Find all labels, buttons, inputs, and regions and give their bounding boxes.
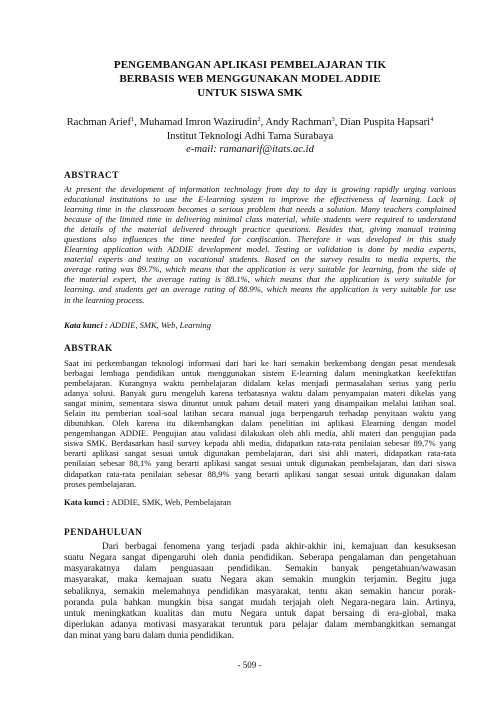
abstract-id-line: berbagai lembaga pendidikan untuk menggunakan sistem E-learning dalam meningkatkan keefektifan xyxy=(64,368,456,379)
title-line-1: PENGEMBANGAN APLIKASI PEMBELAJARAN TIK xyxy=(113,59,387,71)
abstract-en-line: in the learning process. xyxy=(64,294,145,305)
author-name: Andy Rachman xyxy=(265,117,332,128)
intro-line: untuk meningkatkan kualitas dan mutu Negara untuk dapat bersaing di era-global, maka xyxy=(64,608,456,619)
abstract-id-line: berarti aplikasi sangat sesuai untuk digunakan pembelajaran, dari sisi ahli materi, didapatkan rata-rata xyxy=(64,448,456,459)
abstract-en-line: educational institutions to use the E-learning system to improve the effectiveness of learning. Lack of xyxy=(64,194,456,205)
abstract-en-line: questions also influences the time needed for confiscation. Therefore it was developed in this study xyxy=(64,234,456,245)
abstract-id-line: Selain itu pemberian soal-soal latihan secara manual juga berpengaruh terhadap penyitaan waktu yang xyxy=(64,408,456,419)
abstract-en-heading: ABSTRACT xyxy=(64,171,120,181)
abstract-en-line: learning. and students get an average rating of 88.9%, which means the application is very suitable for use xyxy=(64,284,456,295)
intro-heading: PENDAHULUAN xyxy=(64,528,143,538)
keywords-id xyxy=(64,497,231,507)
abstract-id-line: penilaian sebesar 88,1% yang berarti aplikasi sangat sesuai untuk digunakan pembelajaran, dan dari siswa xyxy=(64,458,456,469)
affiliation: Institut Teknologi Adhi Tama Surabaya xyxy=(166,131,334,142)
intro-line: sebaliknya, semakin melemahnya pendidikan masyarakat, tentu akan semakin hancur porak- xyxy=(64,586,456,597)
abstract-id-line: adanya solusi. Banyak guru mengeluh karena terbatasnya waktu dalam penyampaian materi dikelas yang xyxy=(64,388,456,399)
abstract-id-line: proses pembelajaran. xyxy=(64,478,137,489)
abstract-en-line: At present the development of information technology from day to day is growing rapidly urging various xyxy=(64,184,456,194)
author-affil-mark: 1 xyxy=(131,116,135,123)
intro-line: masyarakat, maka kemajuan suatu Negara akan semakin mungkin terjamin. Begitu juga xyxy=(64,575,456,586)
keywords-id-value: ADDIE, SMK, Web, Pembelajaran xyxy=(111,497,232,507)
title-line-3: UNTUK SISWA SMK xyxy=(197,87,303,99)
abstract-en-body xyxy=(64,184,456,305)
title-line-2: BERBASIS WEB MENGGUNAKAN MODEL ADDIE xyxy=(119,73,381,85)
intro-line: Dari berbagai fenomena yang terjadi pada akhir-akhir ini, kemajuan dan kesuksesan xyxy=(102,542,456,552)
keywords-en-label: Kata kunci : xyxy=(64,320,108,330)
abstract-en-line: because of the limited time in delivering minimal class material, while students were required to understand xyxy=(64,214,456,225)
abstract-id-line: pembelajaran. Kurangnya waktu pembelajaran didalam kelas menjadi permasalahan serius yang perlu xyxy=(64,378,456,389)
paper-title xyxy=(60,58,440,100)
author-name: Rachman Arief xyxy=(66,117,132,128)
author-list: Rachman Arief$^1$, Muhamad Imron Wazirudin$^2$, Andy Rachman$^3$, Dian Puspita Hapsari$^4$ xyxy=(66,116,434,128)
intro-line: diperlukan adanya motivasi masyarakat teruntuk para pelajar dalam membangkitkan semangat xyxy=(64,620,456,631)
author-name: Dian Puspita Hapsari xyxy=(340,117,431,128)
keywords-id-label: Kata kunci : xyxy=(64,497,110,507)
abstract-en-line: average rating was 89.7%, which means that the application is very suitable for learning, from the side of xyxy=(64,264,456,275)
intro-line: poranda pula bahkan mungkin bisa sangat mudah terjajah oleh Negara-negara lain. Artinya, xyxy=(64,597,456,608)
page-number: - 509 - xyxy=(237,660,262,670)
abstract-id-heading: ABSTRAK xyxy=(64,344,113,354)
abstract-id-line: didapatkan rata-rata penilaian sebesar 88,9% yang berarti aplikasi sangat sesuai untuk digunakan dalam xyxy=(64,468,456,479)
keywords-en-value: ADDIE, SMK, Web, Learning xyxy=(109,320,211,330)
abstract-id-line: dibutuhkan. Oleh karena itu dikembangkan dalam penelitian ini aplikasi Elearning dengan model xyxy=(64,418,456,429)
abstract-id-line: Saat ini perkembangan teknologi informasi dari hari ke hari semakin berkembang dengan pesat mendesak xyxy=(64,358,456,368)
abstract-en-line: material experts and testing on vocational students. Based on the survey results to media experts, the xyxy=(64,254,456,265)
intro-line: dan minat yang baru dalam dunia pendidikan. xyxy=(64,631,235,642)
author-affil-mark: 4 xyxy=(430,116,434,123)
keywords-en xyxy=(64,320,211,330)
abstract-id-body xyxy=(64,358,456,489)
abstract-id-line: siswa SMK. Berdasarkan hasil survey kepada ahli media, didapatkan rata-rata penilaian sebesar 89,7% yang xyxy=(64,438,456,449)
abstract-id-line: pengembangan ADDIE. Pengujian atau validasi dilakukan oleh ahli media, ahli materi dan pengujian pada xyxy=(64,428,456,439)
author-name: Muhamad Imron Wazirudin xyxy=(139,117,258,128)
abstract-en-line: the material expert, the average rating is 88.1%, which means that the application is very suitable for xyxy=(64,274,456,285)
abstract-en-line: the details of the material delivered through practice questions. Besides that, giving manual training xyxy=(64,224,456,235)
intro-body xyxy=(64,542,456,642)
abstract-en-line: Elearning application with ADDIE development model. Testing or validation is done by media experts, xyxy=(64,244,456,255)
author-affil-mark: 2 xyxy=(257,116,261,123)
intro-line: suatu Negara sangat dipengaruhi oleh dunia pendidikan. Seberapa pengalaman dan pengetahuan xyxy=(64,553,456,564)
intro-line: masyarakatnya dalam penguasaan pendidikan. Semakin banyak pengetahuan/wawasan xyxy=(64,564,456,575)
abstract-id-line: sangat minim, sementara siswa dituntut untuk paham detail materi yang disampaikan melalui latihan soal. xyxy=(64,398,456,409)
abstract-en-line: learning time in the classroom becomes a serious problem that needs a solution. Many teachers complained xyxy=(64,204,456,215)
contact-email: e-mail: ramanarif@itats.ac.id xyxy=(186,144,314,155)
author-affil-mark: 3 xyxy=(331,116,335,123)
